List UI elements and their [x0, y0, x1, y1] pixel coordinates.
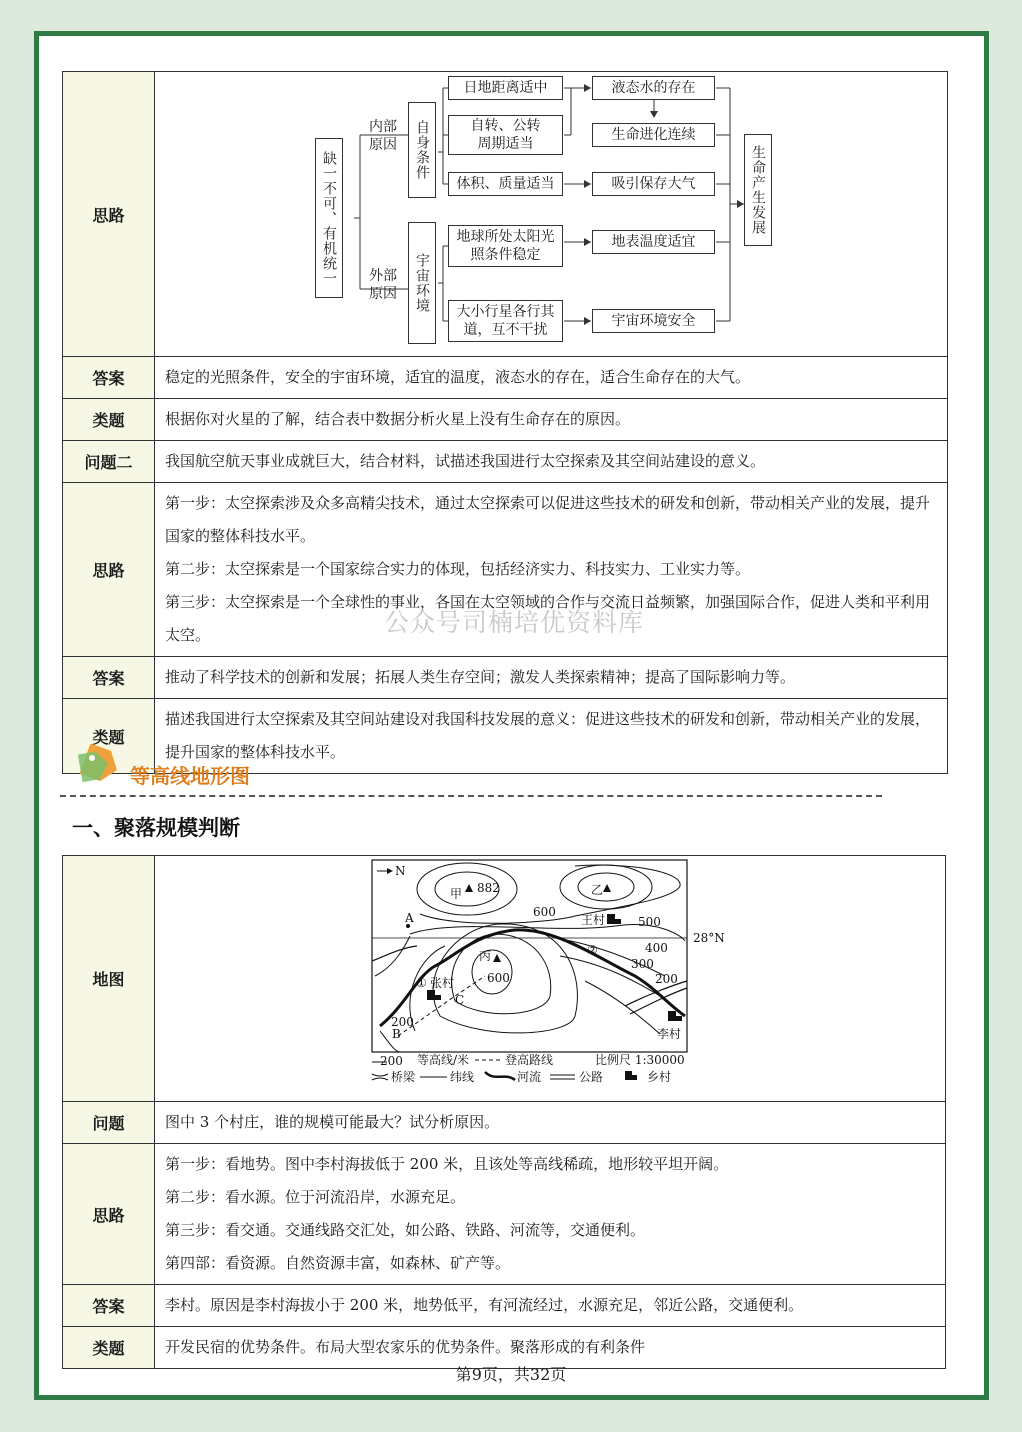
legend-route: 登高路线	[505, 1053, 554, 1067]
village-icon	[427, 990, 435, 1000]
result-temperature-box: 地表温度适宜	[592, 230, 715, 254]
village-li-label: 李村	[657, 1027, 682, 1041]
peak-bing-elevation: 600	[487, 971, 510, 985]
village-icon	[668, 1011, 676, 1021]
answer-text: 稳定的光照条件，安全的宇宙环境，适宜的温度，液态水的存在，适合生命存在的大气。	[155, 357, 948, 399]
legend-river: 河流	[517, 1070, 542, 1084]
village-zhang-label: 张村	[430, 976, 455, 990]
tag-icon	[78, 744, 122, 786]
final-life-box: 生命产生发展	[744, 134, 772, 246]
diagram-cell	[155, 72, 948, 357]
contour-label: 500	[638, 915, 661, 929]
north-label: N	[395, 864, 406, 878]
contour-label: 600	[533, 905, 556, 919]
similar-question-text: 开发民宿的优势条件。布局大型农家乐的优势条件。聚落形成的有利条件	[155, 1327, 946, 1369]
section-heading: 一、聚落规模判断	[72, 816, 240, 840]
river-point-2: ②	[587, 943, 598, 957]
legend-bridge: 桥梁	[391, 1070, 416, 1084]
reasoning-step: 第二步：看水源。位于河流沿岸，水源充足。	[165, 1188, 466, 1206]
contour-label: 200	[391, 1015, 414, 1029]
similar-question-text: 描述我国进行太空探索及其空间站建设对我国科技发展的意义：促进这些技术的研发和创新，带动相关产业的发展，提升国家的整体科技水平。	[155, 699, 948, 774]
cond-volume-box: 体积、质量适当	[448, 172, 563, 196]
cond-planets-box: 大小行星各行其道，互不干扰	[448, 300, 563, 342]
result-atmosphere-box: 吸引保存大气	[592, 172, 715, 196]
row-label: 答案	[63, 657, 155, 699]
row-label: 地图	[63, 856, 155, 1102]
answer-text: 李村。原因是李村海拔小于 200 米，地势低平，有河流经过，水源充足，邻近公路，交通便利。	[155, 1285, 946, 1327]
bridge-icon	[372, 1074, 388, 1080]
peak-bing-label: 丙	[479, 949, 492, 963]
row-label: 答案	[63, 357, 155, 399]
result-water-box: 液态水的存在	[592, 76, 715, 100]
reasoning-table-1	[62, 71, 948, 774]
reasoning-table-2	[62, 855, 946, 1369]
reasoning-steps	[155, 1144, 946, 1285]
reasoning-step: 第二步：太空探索是一个国家综合实力的体现，包括经济实力、科技实力、工业实力等。	[165, 560, 751, 578]
legend-contour: 等高线/米	[417, 1053, 470, 1067]
universe-environment-box: 宇宙环境	[408, 222, 436, 344]
contour-map	[155, 856, 945, 1101]
legend-contour-value: 200	[380, 1054, 403, 1068]
result-evolution-box: 生命进化连续	[592, 123, 715, 147]
row-label: 问题	[63, 1102, 155, 1144]
peak-yi-label: 乙	[591, 883, 604, 897]
reasoning-step: 第四部：看资源。自然资源丰富，如森林、矿产等。	[165, 1254, 511, 1272]
row-label: 思路	[63, 1144, 155, 1285]
result-safety-box: 宇宙环境安全	[592, 309, 715, 333]
row-label: 类题	[63, 1327, 155, 1369]
question-text: 我国航空航天事业成就巨大，结合材料，试描述我国进行太空探索及其空间站建设的意义。	[155, 441, 948, 483]
row-label: 思路	[63, 483, 155, 657]
peak-jia-elevation: 882	[477, 881, 500, 895]
flow-diagram	[155, 72, 947, 356]
page-number: 第9页，共32页	[455, 1365, 567, 1384]
row-label: 类题	[63, 699, 155, 774]
row-label: 问题二	[63, 441, 155, 483]
map-cell	[155, 856, 946, 1102]
cond-sunlight-box: 地球所处太阳光照条件稳定	[448, 225, 563, 267]
cond-distance-box: 日地距离适中	[448, 76, 563, 100]
river-icon	[485, 1072, 515, 1080]
point-a-label: A	[405, 911, 414, 925]
watermark: 公众号司楠培优资料库	[384, 608, 645, 637]
row-label: 答案	[63, 1285, 155, 1327]
outer-reason-label: 外部原因	[369, 268, 397, 302]
point-c-label: C	[455, 993, 465, 1007]
reasoning-step: 第三步：太空探索是一个全球性的事业，各国在太空领域的合作与交流日益频繁，加强国际合作，促进人类和平利用太空。	[165, 593, 931, 644]
question-text: 图中 3 个村庄，谁的规模可能最大？试分析原因。	[155, 1102, 946, 1144]
row-label: 类题	[63, 399, 155, 441]
reasoning-step: 第三步：看交通。交通线路交汇处，如公路、铁路、河流等，交通便利。	[165, 1221, 646, 1239]
answer-text: 推动了科学技术的创新和发展；拓展人类生存空间；激发人类探索精神；提高了国际影响力等。	[155, 657, 948, 699]
cond-rotation-box: 自转、公转周期适当	[448, 115, 563, 155]
dashed-divider	[60, 795, 882, 797]
contour-label: 300	[631, 957, 654, 971]
self-condition-box: 自身条件	[408, 102, 436, 198]
village-wang-label: 王村	[581, 913, 606, 927]
river-point-1: ①	[416, 976, 427, 990]
map-border	[372, 860, 687, 1052]
legend-village: 乡村	[647, 1070, 672, 1084]
contour-label: 400	[645, 941, 668, 955]
latitude-label: 28°N	[693, 931, 725, 945]
legend-latitude: 纬线	[450, 1070, 475, 1084]
similar-question-text: 根据你对火星的了解，结合表中数据分析火星上没有生命存在的原因。	[155, 399, 948, 441]
village-icon	[607, 914, 615, 924]
row-label: 思路	[63, 72, 155, 357]
reasoning-step: 第一步：太空探索涉及众多高精尖技术，通过太空探索可以促进这些技术的研发和创新，带动相关产业的发展，提升国家的整体科技水平。	[165, 494, 931, 545]
root-box: 缺一不可、有机统一	[315, 138, 343, 298]
point-b-label: B	[392, 1027, 401, 1041]
reasoning-step: 第一步：看地势。图中李村海拔低于 200 米，且该处等高线稀疏，地形较平坦开阔。	[165, 1155, 729, 1173]
village-icon	[625, 1071, 632, 1080]
contour-label: 200	[655, 972, 678, 986]
peak-jia-label: 甲	[450, 887, 463, 901]
inner-reason-label: 内部原因	[369, 119, 397, 153]
legend-scale: 比例尺 1:30000	[595, 1053, 685, 1067]
section-banner: 等高线地形图	[130, 764, 250, 788]
legend-road: 公路	[579, 1070, 604, 1084]
